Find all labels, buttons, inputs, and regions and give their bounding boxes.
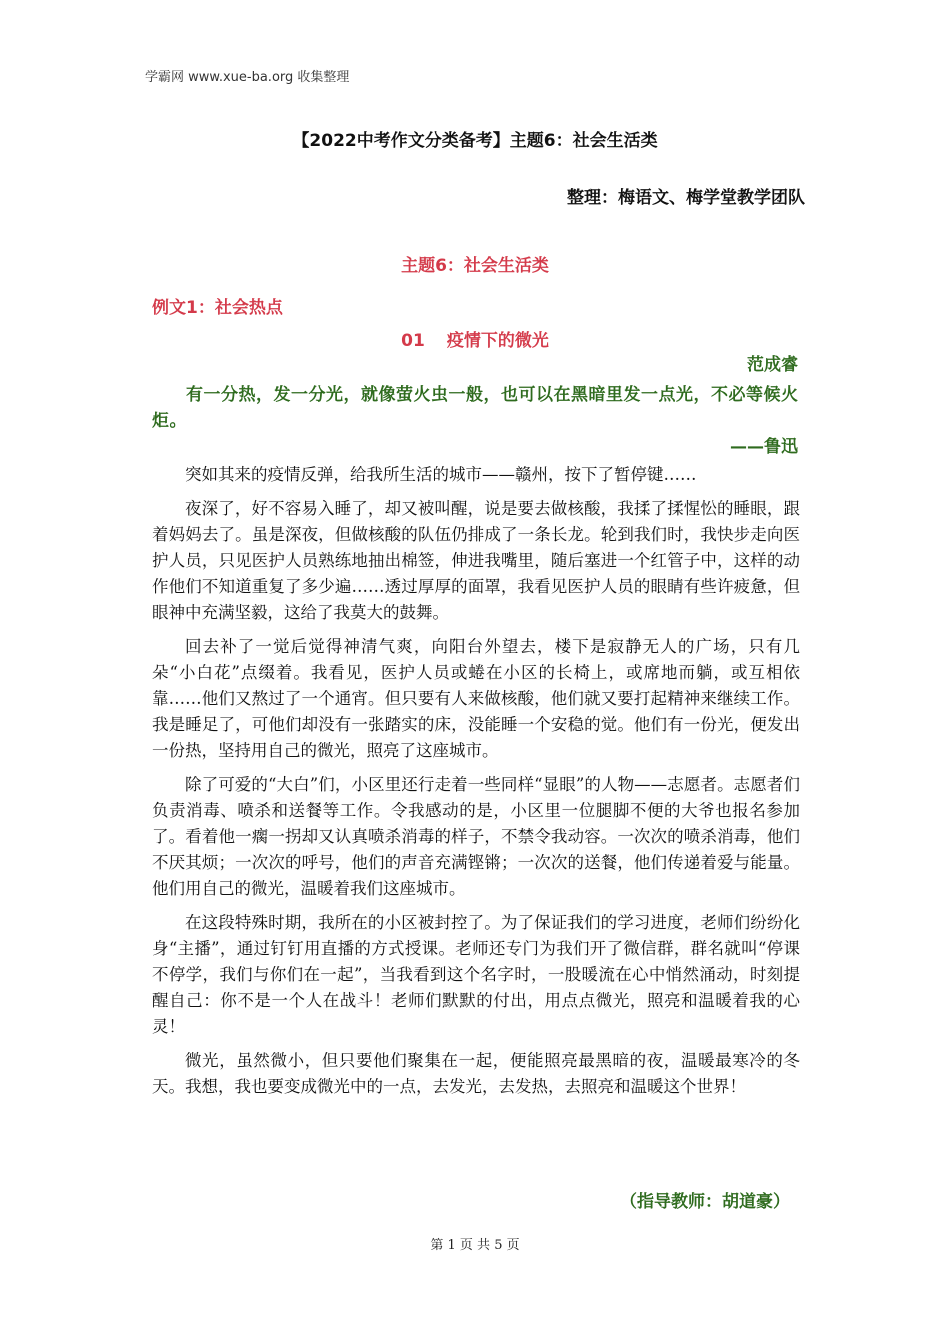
essay-title-text: 疫情下的微光 (446, 331, 549, 351)
advisor-credit: （指导教师：胡道豪） (620, 1192, 790, 1212)
theme-heading: 主题6：社会生活类 (401, 256, 549, 276)
document-title: 【2022中考作文分类备考】主题6：社会生活类 (292, 131, 658, 151)
essay-paragraph: 在这段特殊时期，我所在的小区被封控了。为了保证我们的学习进度，老师们纷纷化身“主播”，通过钉钉用直播的方式授课。老师还专门为我们开了微信群，群名就叫“停课不停学，我们与你们在一起”，当我看到这个名字时，一股暖流在心中悄然涌动，时刻提醒自己：你不是一个人在战斗！老师们默默的付出，用点点微光，照亮和温暖着我的心灵！ (152, 913, 800, 1036)
essay-author: 范成睿 (747, 355, 798, 375)
compiler-credit: 整理：梅语文、梅学堂教学团队 (567, 188, 805, 208)
essay-paragraph: 突如其来的疫情反弹，给我所生活的城市——赣州，按下了暂停键…… (185, 465, 697, 484)
essay-paragraph: 回去补了一觉后觉得神清气爽，向阳台外望去，楼下是寂静无人的广场，只有几朵“小白花”点缀着。我看见，医护人员或蜷在小区的长椅上，或席地而躺，或互相依靠……他们又熬过了一个通宵。但只要有人来做核酸，他们就又要打起精神来继续工作。我是睡足了，可他们却没有一张踏实的床，没能睡一个安稳的觉。他们有一份光，便发出一份热，坚持用自己的微光，照亮了这座城市。 (152, 637, 800, 760)
essay-body (152, 462, 800, 1108)
essay-paragraph: 除了可爱的“大白”们，小区里还行走着一些同样“显眼”的人物——志愿者。志愿者们负责消毒、喷杀和送餐等工作。令我感动的是，小区里一位腿脚不便的大爷也报名参加了。看着他一瘸一拐却又认真喷杀消毒的样子，不禁令我动容。一次次的喷杀消毒，他们不厌其烦；一次次的呼号，他们的声音充满铿锵；一次次的送餐，他们传递着爱与能量。他们用自己的微光，温暖着我们这座城市。 (152, 775, 800, 898)
page-footer: 第 1 页 共 5 页 (430, 1238, 520, 1253)
essay-paragraph: 微光，虽然微小，但只要他们聚集在一起，便能照亮最黑暗的夜，温暖最寒冷的冬天。我想，我也要变成微光中的一点，去发光，去发热，去照亮和温暖这个世界！ (152, 1051, 800, 1096)
epigraph-source: ——鲁迅 (730, 437, 798, 457)
epigraph-quote: 有一分热，发一分光，就像萤火虫一般，也可以在黑暗里发一点光，不必等候火炬。 (152, 385, 799, 431)
essay-title (0, 326, 950, 351)
example-label: 例文1：社会热点 (152, 298, 283, 318)
essay-number: 01 (401, 331, 425, 351)
essay-paragraph: 夜深了，好不容易入睡了，却又被叫醒，说是要去做核酸，我揉了揉惺忪的睡眼，跟着妈妈去了。虽是深夜，但做核酸的队伍仍排成了一条长龙。轮到我们时，我快步走向医护人员，只见医护人员熟练地抽出棉签，伸进我嘴里，随后塞进一个红管子中，这样的动作他们不知道重复了多少遍……透过厚厚的面罩，我看见医护人员的眼睛有些许疲惫，但眼神中充满坚毅，这给了我莫大的鼓舞。 (152, 499, 800, 622)
source-note: 学霸网 www.xue-ba.org 收集整理 (145, 70, 350, 85)
